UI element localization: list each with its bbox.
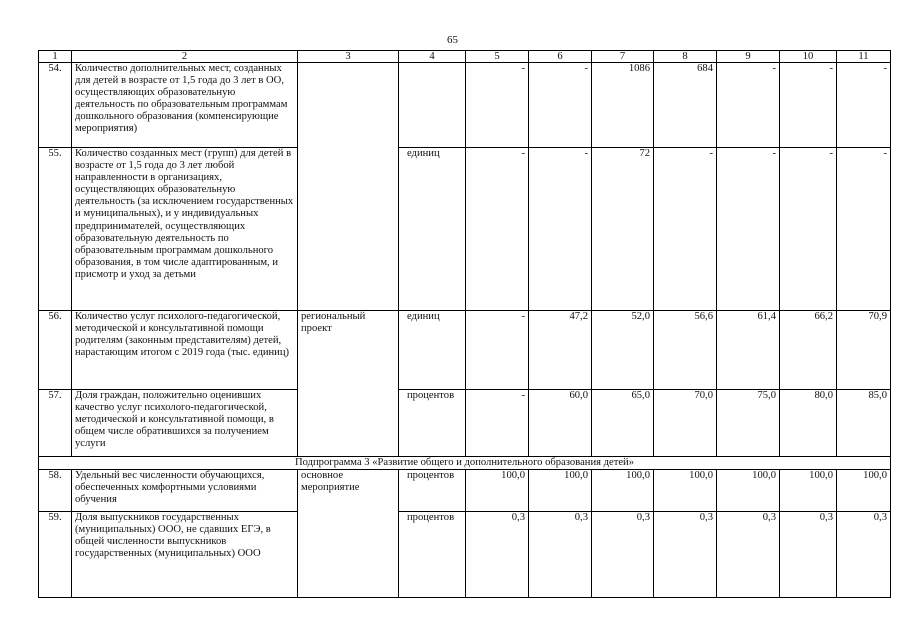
section-title: Подпрограмма 3 «Развитие общего и дополнительного образования детей» xyxy=(39,457,891,470)
value-cell: 0,3 xyxy=(529,512,592,598)
column-header: 5 xyxy=(466,51,529,63)
indicator-name: Удельный вес численности обучающихся, обеспеченных комфортными условиями обучения xyxy=(72,470,298,512)
value-cell: - xyxy=(529,148,592,311)
column-header: 3 xyxy=(298,51,399,63)
column-header: 2 xyxy=(72,51,298,63)
source-cell xyxy=(298,63,399,311)
indicator-name: Количество созданных мест (групп) для детей в возрасте от 1,5 года до 3 лет любой направленности в организациях, осуществляющих образовательную деятельность (за исключением государственных и муниципальных), и у индивидуальных предпринимателей, осуществляющих образовательную деятельность по образовательным программам дошкольного образования, в том числе адаптированным, и присмотр и уход за детьми xyxy=(72,148,298,311)
value-cell: 0,3 xyxy=(717,512,780,598)
value-cell: 72 xyxy=(592,148,654,311)
row-number: 57. xyxy=(39,390,72,457)
value-cell: 0,3 xyxy=(592,512,654,598)
value-cell: 684 xyxy=(654,63,717,148)
value-cell: 0,3 xyxy=(466,512,529,598)
value-cell: 100,0 xyxy=(780,470,837,512)
column-header: 9 xyxy=(717,51,780,63)
value-cell: 100,0 xyxy=(466,470,529,512)
column-header: 7 xyxy=(592,51,654,63)
value-cell: - xyxy=(717,63,780,148)
value-cell: - xyxy=(780,148,837,311)
value-cell: 70,0 xyxy=(654,390,717,457)
indicator-name: Доля выпускников государственных (муниципальных) ООО, не сдавших ЕГЭ, в общей численности выпускников государственных (муниципальных) ООО xyxy=(72,512,298,598)
value-cell: 75,0 xyxy=(717,390,780,457)
table-row xyxy=(39,63,891,148)
column-header: 11 xyxy=(837,51,891,63)
value-cell: - xyxy=(654,148,717,311)
unit-cell: процентов xyxy=(399,512,466,598)
row-number: 59. xyxy=(39,512,72,598)
value-cell: 56,6 xyxy=(654,311,717,390)
table-row xyxy=(39,148,891,311)
value-cell: 52,0 xyxy=(592,311,654,390)
value-cell: 100,0 xyxy=(592,470,654,512)
unit-cell xyxy=(399,63,466,148)
unit-cell: единиц xyxy=(399,148,466,311)
row-number: 58. xyxy=(39,470,72,512)
column-header: 10 xyxy=(780,51,837,63)
value-cell: 0,3 xyxy=(837,512,891,598)
value-cell: 100,0 xyxy=(654,470,717,512)
value-cell: 85,0 xyxy=(837,390,891,457)
value-cell: - xyxy=(529,63,592,148)
unit-cell: процентов xyxy=(399,390,466,457)
indicator-name: Количество услуг психолого-педагогической, методической и консультативной помощи родителям (законным представителям) детей, нарастающим итогом с 2019 года (тыс. единиц) xyxy=(72,311,298,390)
value-cell: 60,0 xyxy=(529,390,592,457)
value-cell: 70,9 xyxy=(837,311,891,390)
value-cell: 61,4 xyxy=(717,311,780,390)
value-cell: - xyxy=(837,63,891,148)
value-cell: 65,0 xyxy=(592,390,654,457)
page-number: 65 xyxy=(447,34,458,46)
value-cell: 1086 xyxy=(592,63,654,148)
source-cell: основное мероприятие xyxy=(298,470,399,598)
row-number: 54. xyxy=(39,63,72,148)
column-header: 4 xyxy=(399,51,466,63)
column-header: 8 xyxy=(654,51,717,63)
value-cell: - xyxy=(780,63,837,148)
indicator-name: Количество дополнительных мест, созданных для детей в возрасте от 1,5 года до 3 лет в ОО, осуществляющих образовательную деятельность по образовательным программам дошкольного образования (компенсирующие мероприятия) xyxy=(72,63,298,148)
unit-cell: единиц xyxy=(399,311,466,390)
table-row xyxy=(39,512,891,598)
indicator-name: Доля граждан, положительно оценивших качество услуг психолого-педагогической, методической и консультативной помощи, в общем числе обратившихся за получением услуги xyxy=(72,390,298,457)
value-cell: 100,0 xyxy=(529,470,592,512)
value-cell: 0,3 xyxy=(780,512,837,598)
value-cell: 100,0 xyxy=(837,470,891,512)
row-number: 55. xyxy=(39,148,72,311)
source-cell: региональный проект xyxy=(298,311,399,457)
value-cell: - xyxy=(717,148,780,311)
value-cell: - xyxy=(466,148,529,311)
unit-cell: процентов xyxy=(399,470,466,512)
header-row xyxy=(39,51,891,63)
value-cell: 80,0 xyxy=(780,390,837,457)
column-header: 1 xyxy=(39,51,72,63)
value-cell: - xyxy=(837,148,891,311)
value-cell: 0,3 xyxy=(654,512,717,598)
section-row xyxy=(39,457,891,470)
value-cell: 66,2 xyxy=(780,311,837,390)
indicator-table xyxy=(38,50,891,598)
value-cell: - xyxy=(466,390,529,457)
value-cell: 47,2 xyxy=(529,311,592,390)
row-number: 56. xyxy=(39,311,72,390)
value-cell: - xyxy=(466,311,529,390)
column-header: 6 xyxy=(529,51,592,63)
table-row xyxy=(39,470,891,512)
value-cell: 100,0 xyxy=(717,470,780,512)
table-row xyxy=(39,390,891,457)
value-cell: - xyxy=(466,63,529,148)
table-row xyxy=(39,311,891,390)
